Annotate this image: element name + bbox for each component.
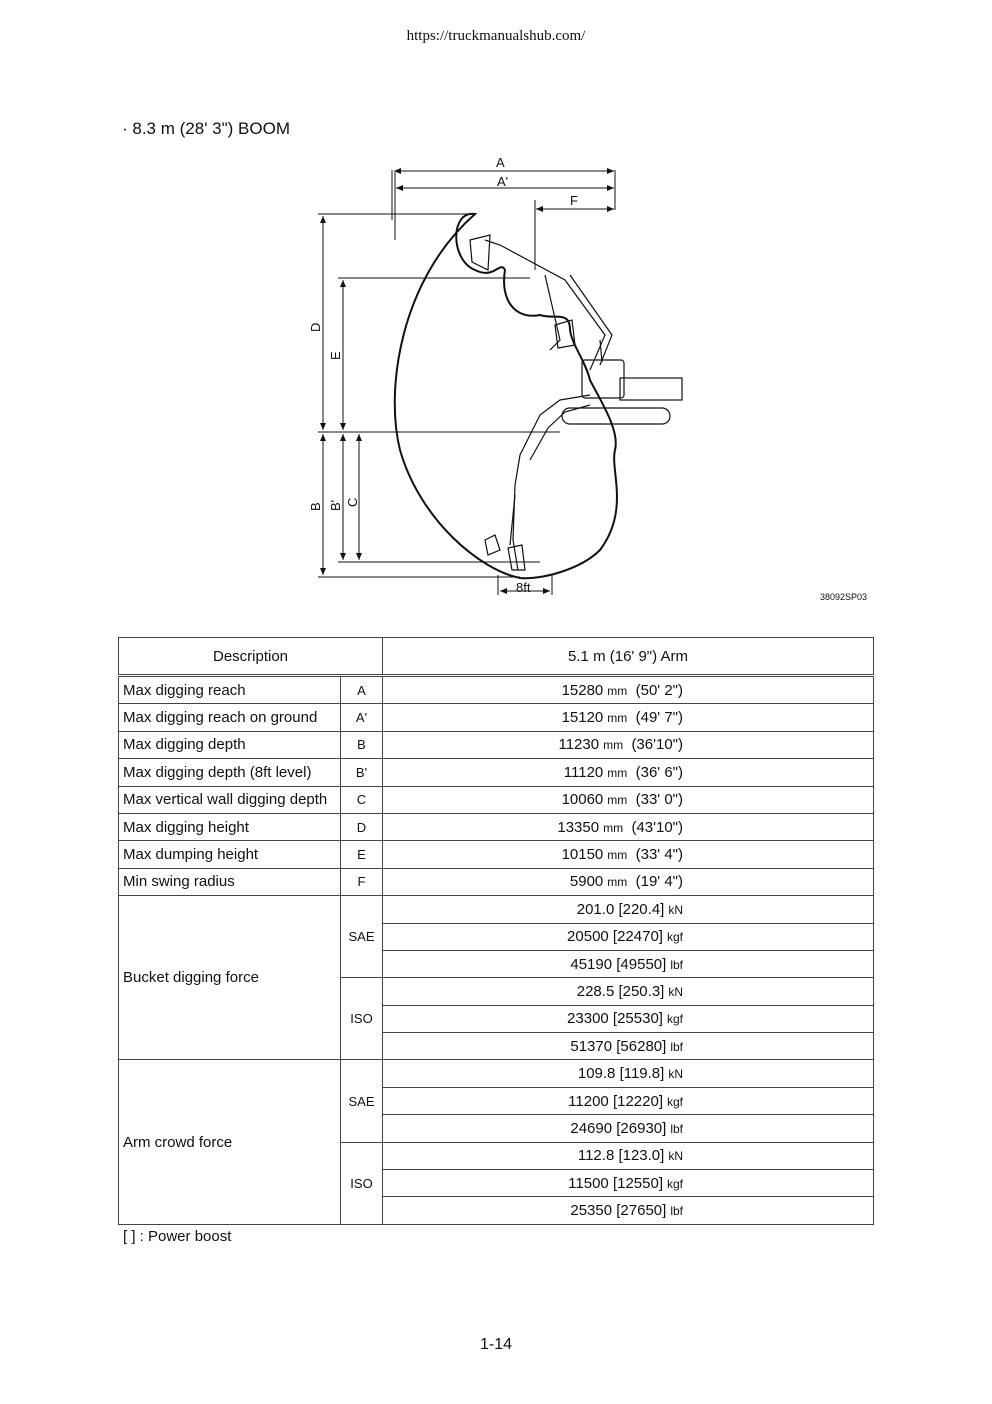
label-b: B — [308, 502, 323, 511]
row-code: B' — [341, 759, 383, 786]
bucket-sae-code: SAE — [341, 896, 383, 978]
arm-sae-code: SAE — [341, 1060, 383, 1142]
section-title: · 8.3 m (28' 3") BOOM — [122, 119, 290, 138]
working-range-diagram — [300, 150, 700, 610]
table-row — [119, 1060, 874, 1087]
table-cell: 25350 [27650] lbf — [383, 1197, 874, 1224]
header-description: Description — [119, 638, 383, 676]
label-a: A — [496, 155, 505, 170]
row-code: A' — [341, 704, 383, 731]
row-code: D — [341, 813, 383, 840]
spec-table — [118, 637, 874, 1225]
table-cell: 112.8 [123.0] kN — [383, 1142, 874, 1169]
header-arm: 5.1 m (16' 9") Arm — [383, 638, 874, 676]
bucket-iso-code: ISO — [341, 978, 383, 1060]
label-a-prime: A' — [497, 174, 509, 189]
row-value: 11120 mm (36' 6") — [383, 759, 874, 786]
footnote-power-boost: [ ] : Power boost — [123, 1228, 232, 1245]
table-header-row — [119, 638, 874, 676]
row-code: B — [341, 731, 383, 758]
page-number: 1-14 — [479, 1336, 513, 1353]
row-value: 15120 mm (49' 7") — [383, 704, 874, 731]
table-row — [119, 813, 874, 840]
row-description: Max digging height — [119, 813, 341, 840]
row-description: Max digging depth (8ft level) — [119, 759, 341, 786]
table-cell: 24690 [26930] lbf — [383, 1115, 874, 1142]
source-url[interactable]: https://truckmanualshub.com/ — [406, 28, 586, 44]
table-cell: 109.8 [119.8] kN — [383, 1060, 874, 1087]
row-value: 13350 mm (43'10") — [383, 813, 874, 840]
row-description: Max digging reach on ground — [119, 704, 341, 731]
arm-force-label: Arm crowd force — [119, 1060, 341, 1224]
row-code: E — [341, 841, 383, 868]
table-row — [119, 704, 874, 731]
row-description: Max dumping height — [119, 841, 341, 868]
table-row — [119, 759, 874, 786]
table-row — [119, 731, 874, 758]
table-cell: 23300 [25530] kgf — [383, 1005, 874, 1032]
row-value: 15280 mm (50' 2") — [383, 676, 874, 704]
table-row — [119, 841, 874, 868]
row-value: 5900 mm (19' 4") — [383, 868, 874, 895]
table-cell: 11200 [12220] kgf — [383, 1087, 874, 1114]
row-description: Max vertical wall digging depth — [119, 786, 341, 813]
row-code: A — [341, 676, 383, 704]
table-cell: 20500 [22470] kgf — [383, 923, 874, 950]
row-code: C — [341, 786, 383, 813]
label-f: F — [570, 193, 578, 208]
label-d: D — [308, 322, 323, 332]
label-8ft: 8ft — [516, 580, 531, 595]
row-value: 11230 mm (36'10") — [383, 731, 874, 758]
figure-code: 38092SP03 — [820, 592, 868, 602]
table-row — [119, 868, 874, 895]
table-row — [119, 896, 874, 923]
row-description: Max digging depth — [119, 731, 341, 758]
table-cell: 201.0 [220.4] kN — [383, 896, 874, 923]
label-b-prime: B' — [328, 499, 343, 511]
label-c: C — [345, 497, 360, 507]
row-description: Min swing radius — [119, 868, 341, 895]
label-e: E — [328, 351, 343, 360]
row-code: F — [341, 868, 383, 895]
table-row — [119, 786, 874, 813]
table-cell: 45190 [49550] lbf — [383, 950, 874, 977]
table-cell: 51370 [56280] lbf — [383, 1033, 874, 1060]
table-row — [119, 676, 874, 704]
table-cell: 228.5 [250.3] kN — [383, 978, 874, 1005]
row-description: Max digging reach — [119, 676, 341, 704]
table-cell: 11500 [12550] kgf — [383, 1170, 874, 1197]
row-value: 10150 mm (33' 4") — [383, 841, 874, 868]
bucket-force-label: Bucket digging force — [119, 896, 341, 1060]
row-value: 10060 mm (33' 0") — [383, 786, 874, 813]
arm-iso-code: ISO — [341, 1142, 383, 1224]
